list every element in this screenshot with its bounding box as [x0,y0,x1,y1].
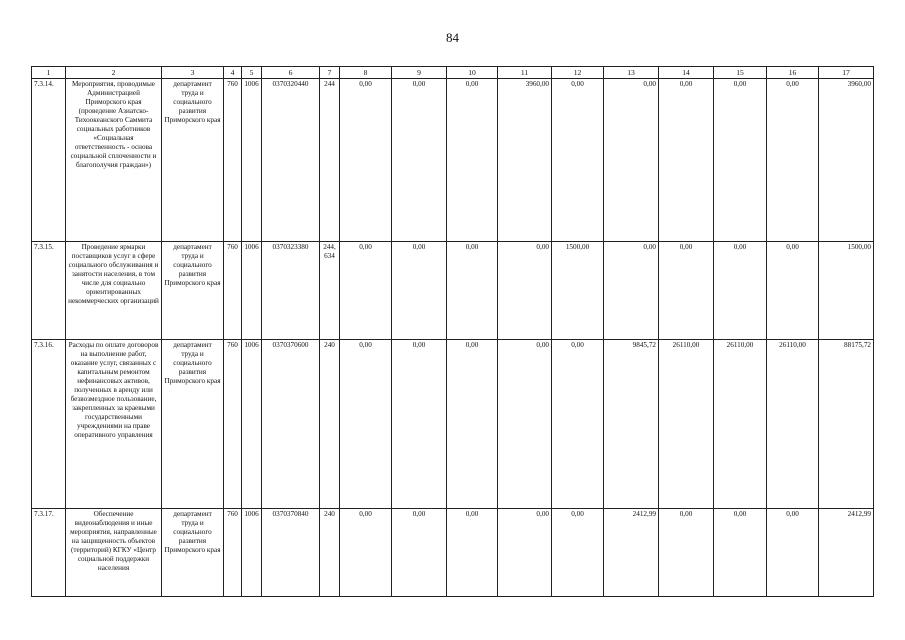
amount-cell-col-14: 0,00 [659,79,714,242]
row-number-cell: 7.3.16. [32,340,66,509]
column-header-14: 14 [659,67,714,79]
amount-cell-col-10: 0,00 [447,340,498,509]
cell-col-6: 0370370600 [262,340,320,509]
amount-cell-col-15: 0,00 [714,509,767,597]
budget-table [31,66,874,597]
amount-cell-col-12: 0,00 [552,79,604,242]
amount-cell-col-17: 3960,00 [819,79,874,242]
cell-col-5: 1006 [242,509,262,597]
cell-col-4: 760 [224,242,242,340]
amount-cell-col-13: 0,00 [604,242,659,340]
amount-cell-col-9: 0,00 [392,509,447,597]
column-header-10: 10 [447,67,498,79]
amount-cell-col-12: 0,00 [552,509,604,597]
column-header-3: 3 [162,67,224,79]
amount-cell-col-8: 0,00 [340,340,392,509]
activity-description-cell: Расходы по оплате договоров на выполнение работ, оказание услуг, связанных с капитальным ремонтом нефинансовых активов, полученных в аренду или безвозмездное пользование, закрепленных за краевыми государственными учреждениями на праве оперативного управления [66,340,162,509]
amount-cell-col-15: 26110,00 [714,340,767,509]
amount-cell-col-17: 2412,99 [819,509,874,597]
amount-cell-col-9: 0,00 [392,340,447,509]
page-number: 84 [446,30,459,45]
column-header-12: 12 [552,67,604,79]
cell-col-4: 760 [224,509,242,597]
cell-col-7: 240 [320,340,340,509]
amount-cell-col-16: 0,00 [767,79,819,242]
amount-cell-col-11: 0,00 [498,340,552,509]
column-header-6: 6 [262,67,320,79]
amount-cell-col-16: 0,00 [767,509,819,597]
amount-cell-col-9: 0,00 [392,79,447,242]
amount-cell-col-11: 3960,00 [498,79,552,242]
row-number-cell: 7.3.15. [32,242,66,340]
amount-cell-col-16: 0,00 [767,242,819,340]
column-header-5: 5 [242,67,262,79]
amount-cell-col-11: 0,00 [498,509,552,597]
amount-cell-col-8: 0,00 [340,79,392,242]
activity-description-cell: Обеспечение видеонаблюдения и иные мероприятия, направленные на защищенность объектов (территорий) КГКУ «Центр социальной поддержки населения [66,509,162,597]
cell-col-7: 240 [320,509,340,597]
responsible-department-cell: департамент труда и социального развития Приморского края [162,242,224,340]
amount-cell-col-13: 0,00 [604,79,659,242]
column-header-11: 11 [498,67,552,79]
cell-col-7: 244, 634 [320,242,340,340]
amount-cell-col-10: 0,00 [447,509,498,597]
cell-col-6: 0370370840 [262,509,320,597]
activity-description-cell: Проведение ярмарки поставщиков услуг в сфере социального обслуживания и занятости населения, в том числе для социально ориентированных некоммерческих организаций [66,242,162,340]
cell-col-6: 0370320440 [262,79,320,242]
row-number-cell: 7.3.17. [32,509,66,597]
amount-cell-col-16: 26110,00 [767,340,819,509]
amount-cell-col-15: 0,00 [714,79,767,242]
header-row [32,67,874,79]
column-header-16: 16 [767,67,819,79]
amount-cell-col-13: 9845,72 [604,340,659,509]
responsible-department-cell: департамент труда и социального развития Приморского края [162,340,224,509]
amount-cell-col-13: 2412,99 [604,509,659,597]
column-header-7: 7 [320,67,340,79]
column-header-8: 8 [340,67,392,79]
column-header-1: 1 [32,67,66,79]
amount-cell-col-14: 0,00 [659,242,714,340]
amount-cell-col-17: 1500,00 [819,242,874,340]
amount-cell-col-12: 0,00 [552,340,604,509]
cell-col-5: 1006 [242,79,262,242]
amount-cell-col-12: 1500,00 [552,242,604,340]
table-row [32,509,874,597]
amount-cell-col-10: 0,00 [447,242,498,340]
row-number-cell: 7.3.14. [32,79,66,242]
activity-description-cell: Мероприятия, проводимые Администрацией Приморского края (проведение Азиатско-Тихоокеанского Саммита социальных работников «Социальная ответственность - основа социальной сплоченности и благополучия граждан») [66,79,162,242]
column-header-4: 4 [224,67,242,79]
column-header-15: 15 [714,67,767,79]
column-header-17: 17 [819,67,874,79]
table-row [32,79,874,242]
cell-col-4: 760 [224,79,242,242]
column-header-13: 13 [604,67,659,79]
amount-cell-col-10: 0,00 [447,79,498,242]
table-row [32,340,874,509]
responsible-department-cell: департамент труда и социального развития Приморского края [162,79,224,242]
cell-col-5: 1006 [242,340,262,509]
amount-cell-col-8: 0,00 [340,509,392,597]
amount-cell-col-11: 0,00 [498,242,552,340]
responsible-department-cell: департамент труда и социального развития Приморского края [162,509,224,597]
amount-cell-col-14: 0,00 [659,509,714,597]
amount-cell-col-8: 0,00 [340,242,392,340]
column-header-2: 2 [66,67,162,79]
amount-cell-col-17: 88175,72 [819,340,874,509]
cell-col-4: 760 [224,340,242,509]
cell-col-6: 0370323380 [262,242,320,340]
cell-col-5: 1006 [242,242,262,340]
amount-cell-col-15: 0,00 [714,242,767,340]
amount-cell-col-14: 26110,00 [659,340,714,509]
column-header-9: 9 [392,67,447,79]
table-row [32,242,874,340]
cell-col-7: 244 [320,79,340,242]
amount-cell-col-9: 0,00 [392,242,447,340]
